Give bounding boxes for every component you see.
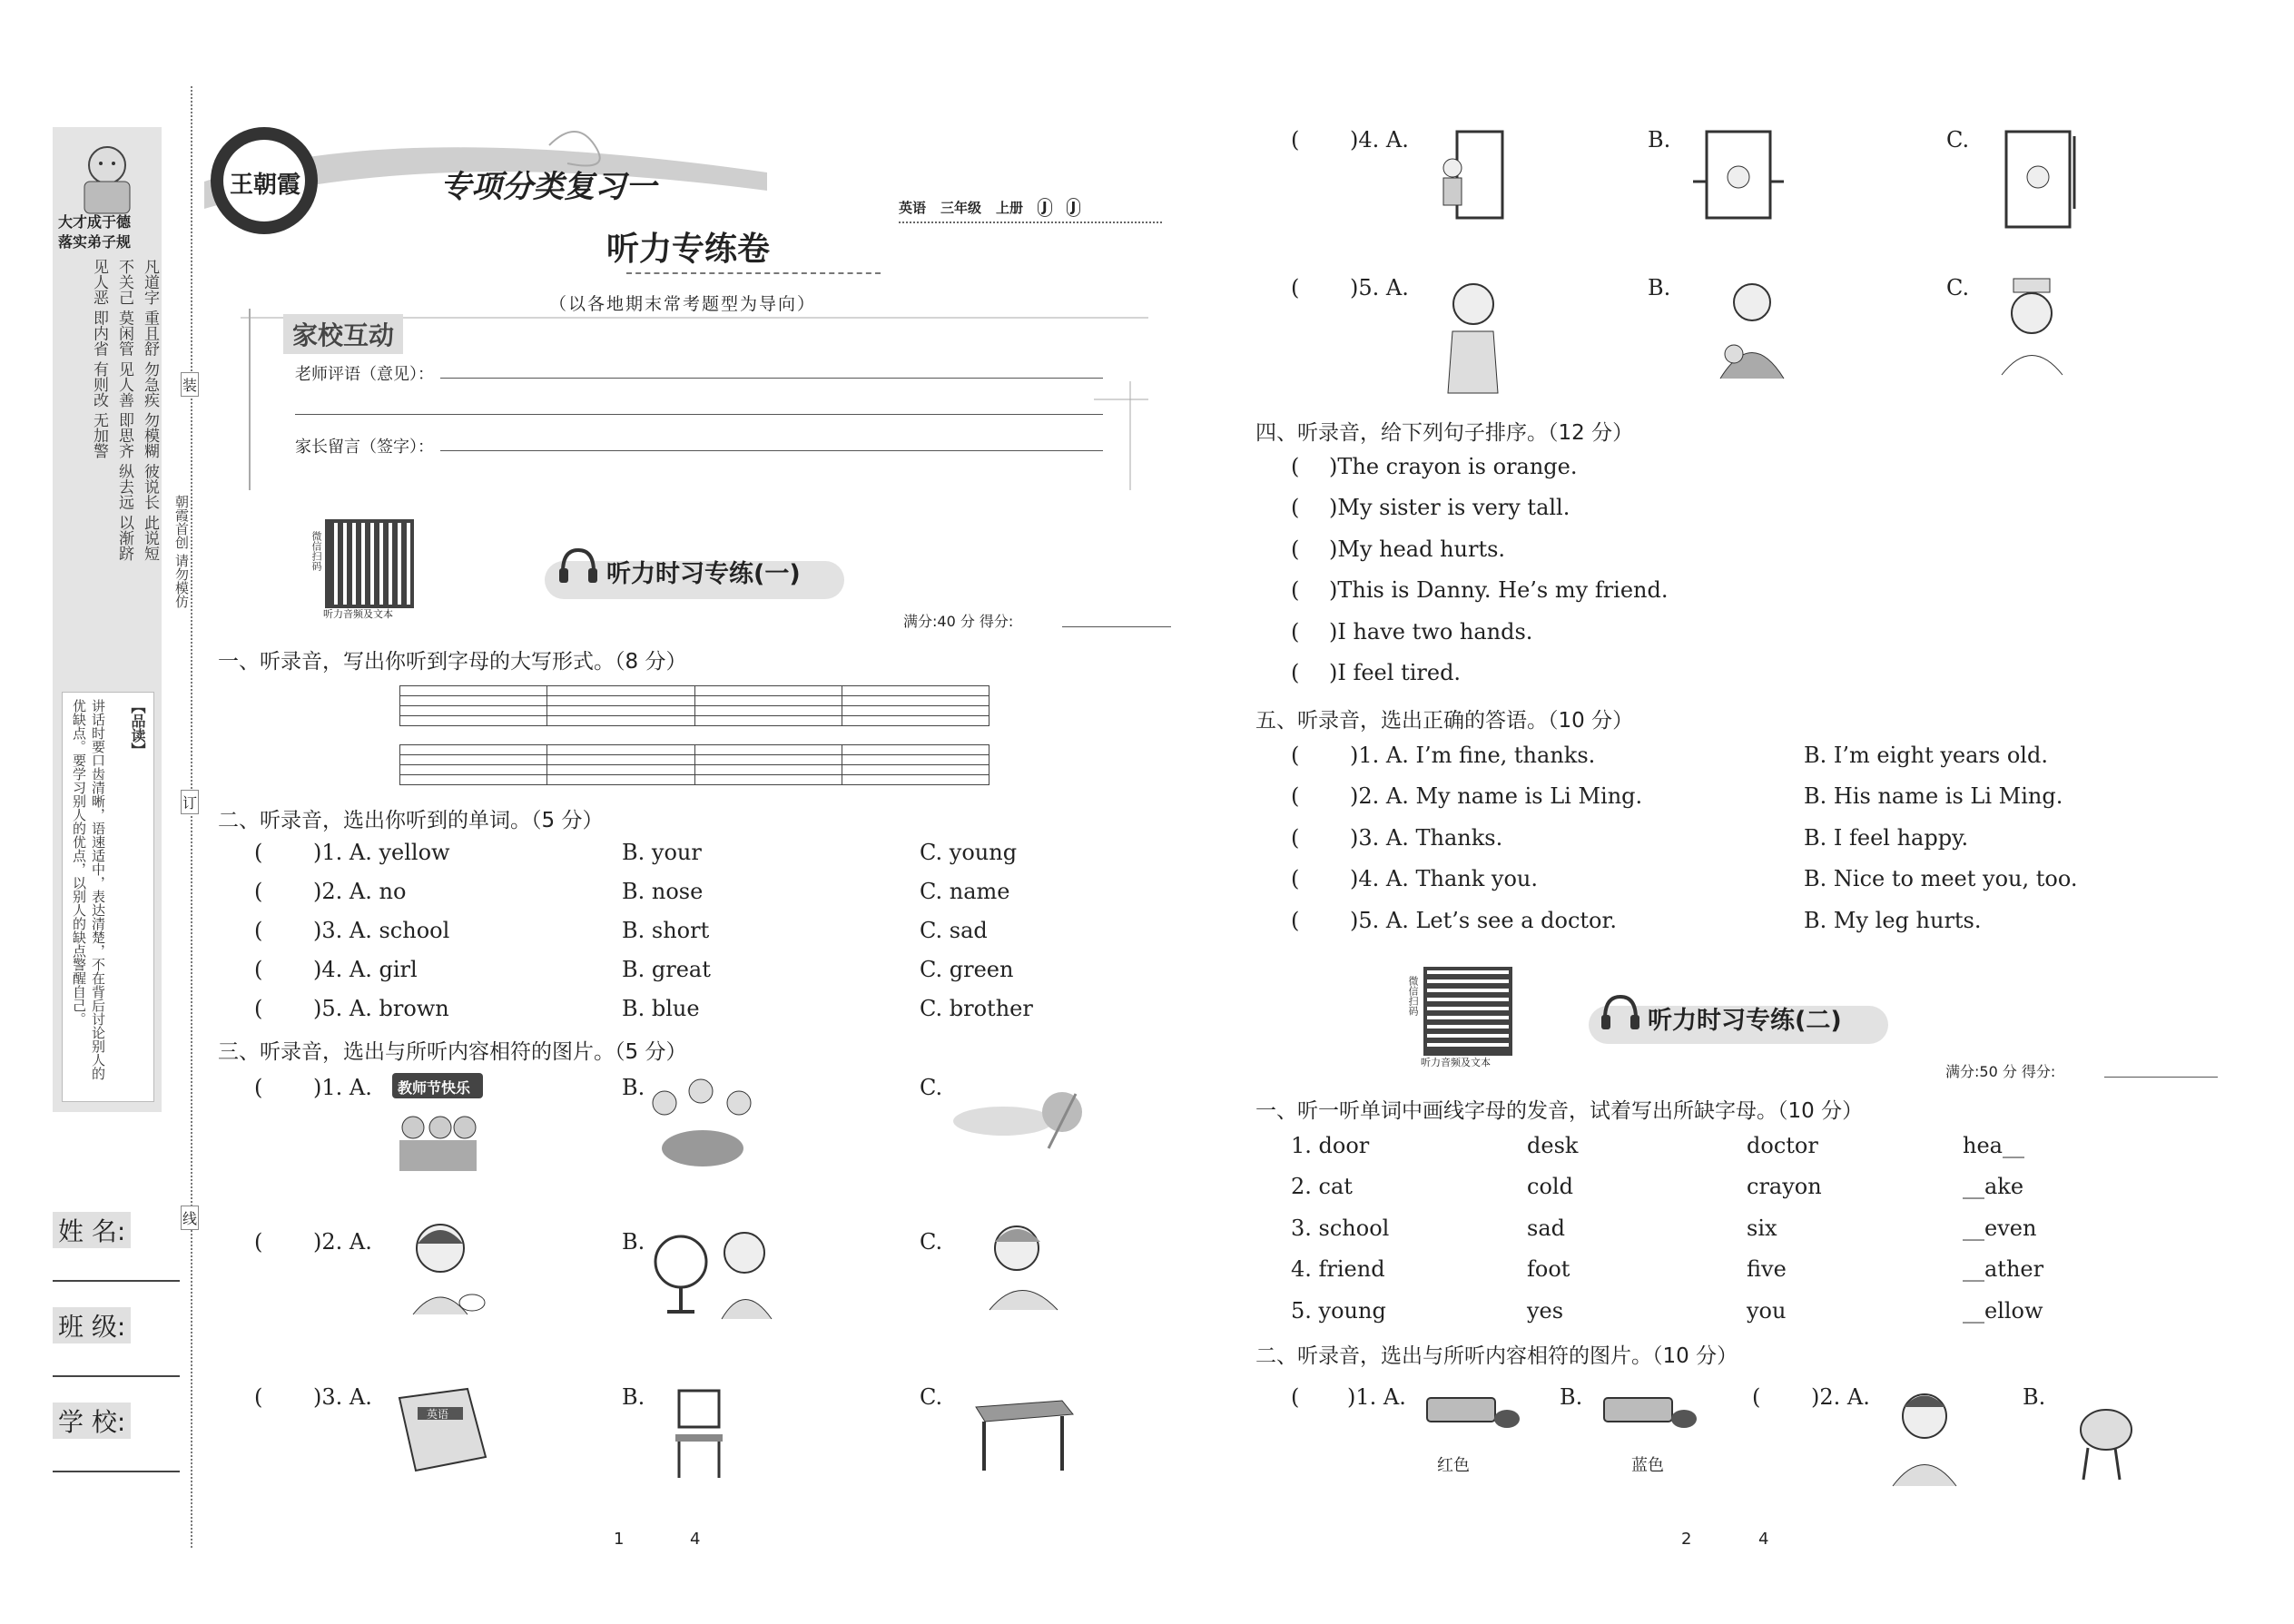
qr-caption-side-1: 微信扫码	[310, 531, 322, 571]
option-c-label[interactable]: C.	[920, 1229, 943, 1255]
meta-term: 上册	[996, 200, 1024, 216]
qr-code-1[interactable]	[325, 519, 414, 608]
option-a[interactable]: )2. A. no	[313, 879, 407, 904]
paren: (	[254, 879, 263, 904]
option-a[interactable]: )4. A. girl	[313, 957, 418, 982]
q2-item[interactable]	[254, 840, 1071, 879]
q5-item[interactable]	[1291, 743, 2199, 783]
option-a[interactable]: )1. A. I’m fine, thanks.	[1350, 743, 1596, 768]
side-note: 朝霞首创 请勿模仿	[173, 495, 190, 608]
paren: (	[1291, 275, 1300, 300]
option-a[interactable]: )1. A. yellow	[313, 840, 450, 865]
window-open-image[interactable]	[1689, 127, 1788, 222]
option-a-label[interactable]: )5. A.	[1350, 275, 1409, 300]
p1-table	[1291, 1133, 2153, 1339]
option-a[interactable]: )4. A. Thank you.	[1350, 866, 1538, 892]
teacher-comment-label: 老师评语（意见）：	[295, 365, 434, 384]
option-c[interactable]: C. green	[920, 957, 1014, 982]
paren: (	[254, 1229, 263, 1255]
word: crayon	[1747, 1174, 1822, 1200]
school-field[interactable]	[53, 1471, 180, 1472]
option-c[interactable]: C. sad	[920, 918, 988, 943]
option-b[interactable]: B. great	[622, 957, 711, 982]
p2-item-1	[1291, 1384, 1406, 1410]
score-field-1[interactable]	[1062, 626, 1171, 627]
home-school-label: 家校互动	[283, 314, 403, 354]
letter-grid-2[interactable]	[399, 744, 989, 785]
paren: (	[254, 918, 263, 943]
paren: (	[254, 957, 263, 982]
nurse-image[interactable]	[1997, 277, 2065, 377]
q3-item-5	[1291, 275, 2108, 311]
qr-caption-bottom-2: 听力音频及文本	[1421, 1057, 1491, 1068]
paren: (	[1291, 495, 1300, 521]
q2-list	[254, 840, 1071, 1035]
paren: (	[1291, 743, 1300, 768]
pindu-text: 讲话时要口齿清晰，语速适中，表达清楚，不在背后讨论别人的优缺点。要学习别人的优点，以别人的缺点警醒自己。	[71, 699, 106, 1080]
pindu-title: 【品读】	[129, 699, 146, 757]
boy-at-door-image[interactable]	[1434, 127, 1511, 222]
option-c[interactable]: C. young	[920, 840, 1018, 865]
paper-title: 听力专练卷	[606, 231, 771, 268]
missing-letter-word[interactable]: __even	[1963, 1215, 2037, 1241]
birthday-party-image[interactable]	[646, 1071, 760, 1176]
meta-edition-2: J	[1067, 198, 1081, 217]
p2-item-1-b[interactable]: B.	[1560, 1384, 1583, 1410]
q2-prompt: 二、听录音，选出你听到的单词。（5 分）	[218, 809, 604, 832]
girl-with-fan-image[interactable]	[649, 1221, 781, 1321]
teacher-comment-field-2[interactable]	[295, 414, 1103, 415]
english-book-image[interactable]	[390, 1384, 490, 1475]
q4-item[interactable]	[1291, 659, 1462, 701]
word: doctor	[1747, 1133, 1818, 1158]
verse-col: 凡道字 重且舒 勿急疾 勿模糊 彼说长 此说短	[141, 259, 159, 562]
paren: (	[1291, 866, 1300, 892]
paren: (	[1291, 824, 1300, 851]
old-woman-image[interactable]	[980, 1216, 1062, 1312]
paren: (	[1291, 783, 1300, 810]
word: 3. school	[1291, 1215, 1390, 1241]
q2-item[interactable]	[254, 957, 1071, 996]
verse-col: 不关己 莫闲管 见人善 即思齐 纵去远 以渐跻	[115, 259, 133, 562]
page-number-2: 2	[1681, 1530, 1692, 1549]
q5-item[interactable]	[1291, 866, 2199, 907]
qr-code-2[interactable]	[1423, 967, 1512, 1056]
cut-char-3: 线	[181, 1206, 199, 1230]
desk-image[interactable]	[971, 1396, 1076, 1473]
cut-char-2: 订	[181, 790, 199, 814]
p2-prompt: 二、听录音，选出与所听内容相符的图片。（10 分）	[1255, 1344, 1738, 1368]
option-a[interactable]: )3. A. school	[313, 918, 450, 943]
word: six	[1747, 1215, 1777, 1241]
word: 4. friend	[1291, 1256, 1385, 1283]
p2-item-2-b[interactable]: B.	[2023, 1384, 2046, 1410]
meta-subject: 英语	[899, 200, 927, 216]
option-b[interactable]: B. Nice to meet you, too.	[1804, 866, 2078, 892]
red-color-label: 红色	[1437, 1456, 1470, 1475]
cut-line	[191, 86, 192, 1548]
word: desk	[1527, 1133, 1579, 1158]
p1-row	[1291, 1256, 2153, 1297]
option-a-label[interactable]: )2. A.	[313, 1229, 372, 1255]
option-a-label[interactable]: )1. A.	[313, 1075, 372, 1100]
meta-edition-1: J	[1038, 198, 1052, 217]
option-b-label[interactable]: B.	[1648, 275, 1671, 300]
sentence: )The crayon is orange.	[1329, 454, 1578, 479]
blue-paint-tube-image[interactable]	[1602, 1389, 1698, 1434]
holiday-flower-image[interactable]	[949, 1085, 1085, 1162]
missing-letter-word[interactable]: __ake	[1963, 1174, 2024, 1200]
word: 1. door	[1291, 1133, 1370, 1158]
headphones-icon	[1598, 989, 1643, 1035]
doctor-woman-image[interactable]	[1439, 277, 1507, 395]
book-title: 英语	[427, 1408, 449, 1421]
slogan-2: 落实弟子规	[58, 233, 132, 251]
q4-list	[1291, 454, 1669, 701]
q5-item[interactable]	[1291, 908, 2199, 949]
word: 2. cat	[1291, 1174, 1353, 1200]
q5-item[interactable]	[1291, 825, 2199, 866]
paren: (	[1291, 659, 1300, 685]
page-total-2: 4	[1758, 1530, 1769, 1549]
option-b[interactable]: B. your	[622, 840, 702, 865]
q4-item[interactable]	[1291, 618, 1533, 660]
word: sad	[1527, 1215, 1565, 1241]
q4-item[interactable]	[1291, 454, 1578, 495]
q2-item[interactable]	[254, 918, 1071, 957]
woman-with-teddy-image[interactable]	[1716, 277, 1788, 381]
option-c-label[interactable]: C.	[920, 1075, 943, 1100]
word: five	[1747, 1256, 1787, 1283]
paren: (	[1291, 536, 1300, 562]
meta-underline	[899, 221, 1162, 223]
meta-grade: 三年级	[940, 200, 982, 216]
q5-item[interactable]	[1291, 783, 2199, 824]
paren: (	[254, 1075, 263, 1100]
paren: (	[1291, 577, 1300, 604]
option-b-label[interactable]: B.	[1648, 127, 1671, 153]
title-underline	[626, 272, 881, 274]
verse-col: 见人恶 即内省 有则改 无加警	[90, 259, 108, 459]
page-total-1: 4	[690, 1530, 701, 1549]
school-label: 学 校:	[53, 1403, 131, 1439]
missing-letter-word[interactable]: __ather	[1963, 1256, 2044, 1283]
paren: (	[254, 996, 263, 1021]
option-a[interactable]: )3. A. Thanks.	[1350, 824, 1503, 851]
word: foot	[1527, 1256, 1570, 1283]
dinosaur-toy-image[interactable]	[2065, 1389, 2142, 1489]
missing-letter-word[interactable]: hea__	[1963, 1133, 2024, 1158]
chair-image[interactable]	[672, 1389, 726, 1480]
paren: (	[1291, 1384, 1300, 1410]
option-b-label[interactable]: B.	[622, 1229, 645, 1255]
option-a[interactable]: )2. A. My name is Li Ming.	[1350, 783, 1643, 810]
option-c[interactable]: C. brother	[920, 996, 1033, 1021]
teachers-day-banner-image[interactable]	[390, 1071, 486, 1176]
verse-columns	[69, 259, 160, 694]
option-b-label[interactable]: B.	[622, 1075, 645, 1100]
option-b[interactable]: B. short	[622, 918, 710, 943]
q1-prompt: 一、听录音，写出你听到字母的大写形式。（8 分）	[218, 650, 687, 674]
paren: (	[1291, 618, 1300, 645]
option-a-label[interactable]: )2. A.	[1811, 1384, 1870, 1410]
option-b[interactable]: B. I’m eight years old.	[1804, 743, 2048, 768]
p1-prompt: 一、听一听单词中画线字母的发音，试着写出所缺字母。（10 分）	[1255, 1099, 1864, 1123]
q5-list	[1291, 743, 2199, 949]
option-b[interactable]: B. blue	[622, 996, 700, 1021]
score-line-1: 满分:40 分 得分:	[903, 613, 1014, 630]
paren: (	[1752, 1384, 1761, 1410]
letter-grid-1[interactable]	[399, 685, 989, 726]
option-b[interactable]: B. nose	[622, 879, 704, 904]
q3-prompt: 三、听录音，选出与所听内容相符的图片。（5 分）	[218, 1040, 687, 1064]
q3-item-3	[254, 1384, 1071, 1421]
word: 5. young	[1291, 1297, 1386, 1324]
option-b[interactable]: B. I feel happy.	[1804, 824, 1969, 851]
name-field[interactable]	[53, 1280, 180, 1282]
score-line-2: 满分:50 分 得分:	[1945, 1063, 2056, 1080]
option-b[interactable]: B. His name is Li Ming.	[1804, 783, 2063, 810]
sentence: )My sister is very tall.	[1329, 495, 1570, 521]
sentence: )I feel tired.	[1329, 659, 1462, 685]
red-paint-tube-image[interactable]	[1425, 1389, 1521, 1434]
option-c[interactable]: C. name	[920, 879, 1010, 904]
slogan-1: 大才成于德	[58, 213, 132, 231]
p1-row	[1291, 1216, 2153, 1256]
option-c-label[interactable]: C.	[1946, 275, 1970, 300]
parent-comment-label: 家长留言（签字）：	[295, 438, 434, 457]
series-title: 专项分类复习一	[440, 169, 656, 205]
paper-subtitle: （以各地期末常考题型为导向）	[549, 294, 817, 314]
p1-row	[1291, 1133, 2153, 1174]
paren: (	[1291, 454, 1300, 479]
scholar-illustration	[62, 136, 153, 218]
q5-prompt: 五、听录音，选出正确的答语。（10 分）	[1255, 709, 1634, 733]
paren: (	[1291, 127, 1300, 153]
sentence: )This is Danny. He’s my friend.	[1329, 577, 1669, 604]
word: you	[1747, 1297, 1787, 1324]
q2-item[interactable]	[254, 879, 1071, 918]
q4-item[interactable]	[1291, 495, 1570, 536]
page-number-1: 1	[614, 1530, 625, 1549]
option-a-label[interactable]: )3. A.	[313, 1384, 372, 1410]
option-a[interactable]: )5. A. Let’s see a doctor.	[1350, 907, 1617, 933]
option-a-label[interactable]: )1. A.	[1347, 1384, 1406, 1410]
blue-color-label: 蓝色	[1631, 1456, 1664, 1475]
p1-row	[1291, 1298, 2153, 1339]
paren: (	[254, 840, 263, 865]
score-field-2[interactable]	[2104, 1077, 2218, 1078]
p1-row	[1291, 1174, 2153, 1215]
class-label: 班 级:	[53, 1307, 131, 1343]
option-c-label[interactable]: C.	[920, 1384, 943, 1410]
option-b-label[interactable]: B.	[622, 1384, 645, 1410]
q2-item[interactable]	[254, 996, 1071, 1035]
p2-item-2	[1752, 1384, 1870, 1410]
paren: (	[254, 1384, 263, 1410]
missing-letter-word[interactable]: __ellow	[1963, 1297, 2043, 1324]
teacher-comment-field[interactable]	[440, 378, 1103, 379]
cut-char-1: 装	[181, 372, 199, 397]
class-field[interactable]	[53, 1375, 180, 1377]
q4-item[interactable]	[1291, 536, 1506, 577]
closing-window-image[interactable]	[1997, 127, 2083, 231]
qr-caption-bottom-1: 听力音频及文本	[323, 608, 393, 620]
word: yes	[1527, 1297, 1564, 1324]
girl-pointing-image[interactable]	[1884, 1384, 1965, 1489]
option-b[interactable]: B. My leg hurts.	[1804, 907, 1982, 933]
sentence: )I have two hands.	[1329, 618, 1533, 645]
girl-with-cat-image[interactable]	[399, 1216, 490, 1316]
paren: (	[1291, 907, 1300, 933]
qr-caption-side-2: 微信扫码	[1407, 976, 1419, 1016]
section-title-1: 听力时习专练(一)	[606, 560, 801, 588]
option-c-label[interactable]: C.	[1946, 127, 1970, 153]
option-a-label[interactable]: )4. A.	[1350, 127, 1409, 153]
meta-bar	[899, 198, 1080, 217]
option-a[interactable]: )5. A. brown	[313, 996, 449, 1021]
teachers-day-banner-text: 教师节快乐	[398, 1079, 471, 1097]
q4-prompt: 四、听录音，给下列句子排序。（12 分）	[1255, 421, 1634, 445]
section-title-2: 听力时习专练(二)	[1648, 1007, 1842, 1035]
brand-logo-text: 王朝霞	[229, 172, 300, 199]
sentence: )My head hurts.	[1329, 536, 1506, 562]
name-label: 姓 名:	[53, 1212, 131, 1248]
q4-item[interactable]	[1291, 577, 1669, 618]
headphones-icon	[556, 543, 601, 588]
parent-comment-field[interactable]	[440, 450, 1103, 451]
word: cold	[1527, 1174, 1573, 1200]
